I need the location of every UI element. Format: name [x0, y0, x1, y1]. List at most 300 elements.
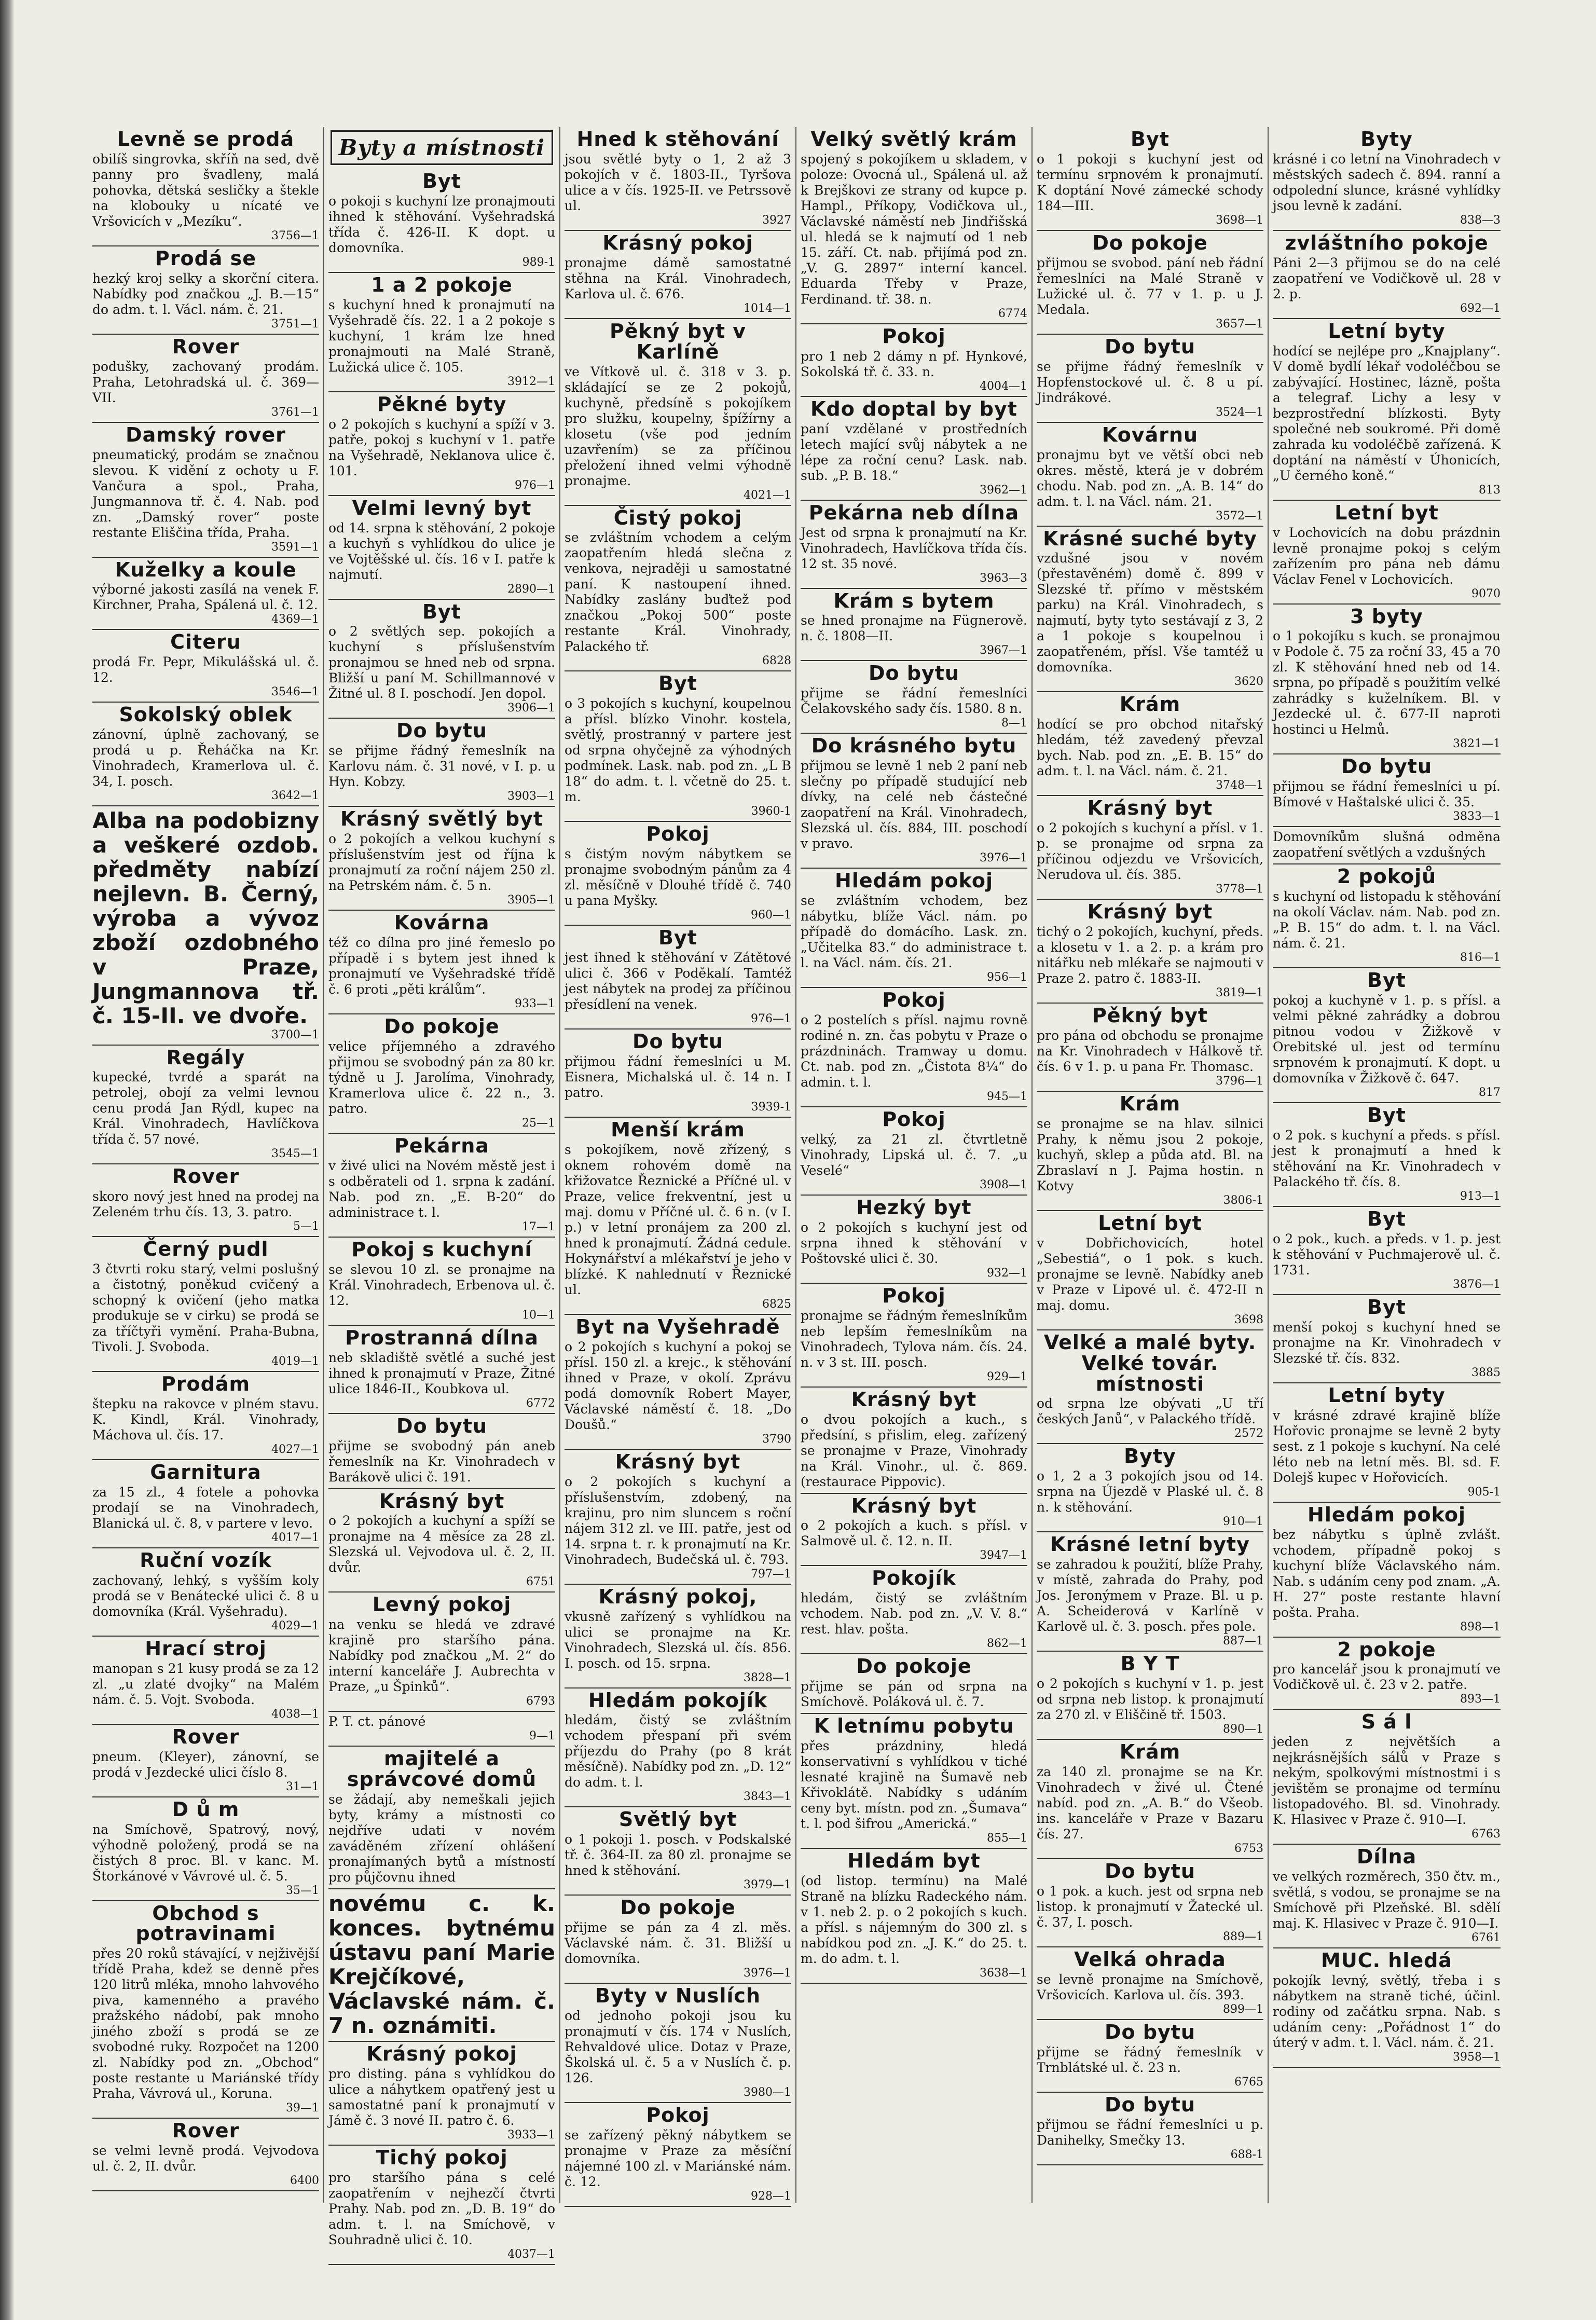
classified-ad [1037, 1859, 1263, 1947]
ad-heading: Krásný byt [379, 1489, 505, 1513]
ad-number: 3947—1 [980, 1549, 1027, 1562]
ad-number: 3927 [762, 213, 791, 227]
classified-ad [328, 1747, 555, 1889]
ad-body: pneum. (Kleyer), zánovní, se prodá v Jezdecké ulici číslo 8. [92, 1749, 319, 1780]
ad-body: se přijme řádný řemeslník na Karlovu nám. č. 31 nové, v I. p. u Hyn. Kobzy. [328, 743, 555, 790]
ad-body: tichý o 2 pokojích, kuchyní, předs. a klosetu v 1. a 2. p. a krám pro nitářku neb mlékaře se najmouti v Praze 2. patro č. 1883-II. [1037, 924, 1263, 986]
ad-body: pro staršího pána s celé zaopatřením v nejhezčí čtvrti Prahy. Nab. pod zn. „D. B. 19“ do adm. t. l. na Smíchově, v Souhradně ulici č. 10. [328, 2170, 555, 2248]
classified-ad [801, 1566, 1027, 1654]
ad-heading: Byt [1367, 969, 1406, 992]
ad-heading: Čistý pokoj [613, 506, 742, 529]
ad-heading: Hned k stěhování [576, 128, 779, 150]
ad-body: se zařízený pěkný nábytkem se pronajme v Praze za měsíční nájemné 100 zl. v Mariánské nám. č. 12. [565, 2127, 791, 2190]
ad-number: 4029—1 [271, 1619, 319, 1632]
ad-heading: Do pokoje [384, 1015, 500, 1038]
ad-number: 3698—1 [1216, 213, 1263, 227]
ad-heading: Krásný pokoj [366, 2042, 517, 2066]
ad-body: menší pokoj s kuchyní hned se pronajme na Kr. Vinohradech v Slezské tř. čís. 832. [1273, 1319, 1501, 1366]
ad-heading: Do pokoje [620, 1896, 736, 1919]
ad-body: pro disting. pána s vyhlídkou do ulice a náhytkem opatřený jest u samostatné paní k pronajmutí v Jámě č. 3 nové II. patro č. 6. [328, 2066, 555, 2129]
classified-ad [1037, 1211, 1263, 1330]
ad-body: od 14. srpna k stěhování, 2 pokoje a kuchyň s vyhlídkou do ulice je ve Vojtěšské ul. čís. 16 v I. patře k najmutí. [328, 520, 555, 582]
ad-number: 10—1 [522, 1308, 555, 1322]
ad-body: (od listop. termínu) na Malé Straně na blízku Radeckého nám. v 1. neb 2. p. o 2 pokojích s kuch. a přísl. s nájemným do 300 zl. s nabídkou pod zn. „J. K.“ do 25. t. m. do adm. t. l. [801, 1873, 1027, 1967]
ad-body: o 2 pok., kuch. a předs. v 1. p. jest k stěhování v Puchmajerově ul. č. 1731. [1273, 1231, 1501, 1278]
ad-heading: Byty [1124, 1445, 1176, 1468]
ad-body: v živé ulici na Novém městě jest i s odběrateli od 1. srpna k zadání. Nab. pod zn. „E. B-20“ do administrace t. l. [328, 1158, 555, 1220]
ad-number: 3843—1 [744, 1790, 791, 1804]
ad-heading: Byt [1367, 1104, 1406, 1127]
ad-body: o 2 světlých sep. pokojích a kuchyní s příslušenstvím pronajmou se hned neb od srpna. Bližší u paní M. Schillmannové v Žitné ul. 8 I. poschodí. Jen dopol. [328, 624, 555, 702]
ad-number: 6400 [290, 2174, 319, 2188]
ad-column [560, 127, 796, 2203]
ad-body: ve velkých rozměrech, 350 čtv. m., světlá, s vodou, se pronajme se na Smíchově při Plzeňské. Bl. sdělí maj. K. Hlasivec v Praze č. 910—I. [1273, 1869, 1501, 1931]
ad-number: 3756—1 [271, 229, 319, 242]
classified-ad [565, 1896, 791, 1984]
section-rubric: Byty a místnosti [331, 130, 553, 165]
ad-number: 890—1 [1223, 1723, 1263, 1736]
ad-body: o 2 pokojích s kuchyní a spíží v 3. patře, pokoj s kuchyní v 1. patře na Vyšehradě, Neklanova ulice č. 101. [328, 416, 555, 478]
ad-number: 3700—1 [271, 1028, 319, 1041]
ad-body: o 1, 2 a 3 pokojích jsou od 14. srpna na Újezdě v Plaské ul. č. 8 n. k stěhování. [1037, 1468, 1263, 1515]
classified-ad [801, 1654, 1027, 1714]
ad-body: s pokojíkem, nově zřízený, s oknem rohovém domě na křižovatce Řeznické a Příčné ul. v Praze, velice frekventní, jest u maj. domu v Příčné ul. č. 6 n. (v I. p.) v letní pronájem za 200 zl. hned k pronajmutí. Žádná cedule. Hokynářství a mlékařství je jeho v blízké. K nahlednutí v Řeznické ul. [565, 1142, 791, 1297]
ad-number: 4038—1 [271, 1707, 319, 1721]
classified-ad [1037, 1652, 1263, 1740]
classified-ad [328, 600, 555, 719]
ad-body: skoro nový jest hned na prodej na Zeleném trhu čís. 13, 3. patro. [92, 1189, 319, 1220]
classified-ad [328, 1238, 555, 1326]
classified-ad [801, 988, 1027, 1107]
ad-body: prodá Fr. Pepr, Mikulášská ul. č. 12. [92, 654, 319, 685]
ad-body: pro 1 neb 2 dámy n pf. Hynkové, Sokolská tř. č. 33. n. [801, 348, 1027, 379]
ad-number: 2890—1 [507, 582, 555, 596]
ad-number: 932—1 [987, 1266, 1027, 1280]
ad-number: 4037—1 [507, 2248, 555, 2261]
classified-ad [801, 1284, 1027, 1388]
ad-body: přes prázdniny, hledá konservativní s vyhlídkou v tiché lesnaté krajině na Šumavě neb Křivoklátě. Nabídky s udáním ceny byt. místn. pod zn. „Šumava“ t. l. pod šifrou „Americká.“ [801, 1738, 1027, 1832]
classified-ad [1037, 692, 1263, 796]
classified-ad [801, 324, 1027, 397]
ad-heading: majitelé a správcové domů [347, 1747, 537, 1791]
ad-heading: Krám [1119, 693, 1181, 716]
ad-body: vkusně zařízený s vyhlídkou na ulici se pronajme na Kr. Vinohradech, Slezská ul. čís. 856. I. posch. od 15. srpna. [565, 1609, 791, 1671]
ad-number: 31—1 [286, 1780, 319, 1793]
ad-body: vzdušné jsou v novém (přestavěném) domě č. 899 v Slezské tř. přímo v městském parku) na Král. Vinohradech, s najmutí, byty tyto sestávají z 3, 2 a 1 pokoje s koupelnou i zaopatřeném, přísl. Vše tamtéž u domovníka. [1037, 551, 1263, 675]
ad-body: o 2 pokojích s kuchyní v 1. p. jest od srpna neb listop. k pronajmutí za 270 zl. v Eliščině tř. 1503. [1037, 1676, 1263, 1723]
ad-number: 3796—1 [1216, 1075, 1263, 1088]
classified-ad [1273, 1710, 1501, 1845]
ad-number: 855—1 [987, 1832, 1027, 1845]
ad-number: 4027—1 [271, 1443, 319, 1457]
ad-body: hledám, čistý se zvláštním vchodem přespaní při svém příjezdu do Prahy (po 8 krát měsíčně). Nabídky pod zn. „D. 12“ do adm. t. l. [565, 1712, 791, 1790]
ad-heading: Krám [1119, 1092, 1181, 1116]
ad-body: o pokoji s kuchyní lze pronajmouti ihned k stěhování. Vyšehradská třída č. 426-II. K dopt. u domovníka. [328, 193, 555, 255]
ad-heading: Krásný byt [851, 1388, 977, 1411]
ad-body: o 2 pokojích a kuchyní a spíží se pronajme na 4 měsíce za 28 zl. Slezská ul. Vejvodova ul. č. 2, II. dvůr. [328, 1513, 555, 1575]
ad-heading: Do bytu [1341, 755, 1433, 778]
ad-body: o 1 pok. a kuch. jest od srpna neb listop. k pronajmutí v Žatecké ul. č. 37, I. posch. [1037, 1883, 1263, 1930]
classified-ad [565, 822, 791, 926]
ad-number: 3903—1 [507, 790, 555, 803]
ad-number: 6793 [526, 1695, 555, 1708]
classified-ad [801, 589, 1027, 662]
ad-body: velice příjemného a zdravého přijmou se svobodný pán za 80 kr. týdně u J. Jarolíma, Vinohrady, Kramerlova ulice č. 22 n., 3. patro. [328, 1039, 555, 1117]
classified-ad [1273, 1638, 1501, 1710]
ad-body: s čistým novým nábytkem se pronajme svobodným pánům za 4 zl. měsíčně v Dlouhé třídě č. 740 u pana Myšky. [565, 846, 791, 909]
ad-heading: Byty [1360, 128, 1413, 150]
classified-ad [92, 246, 319, 335]
ad-heading: Velmi levný byt [352, 496, 532, 519]
ad-body: krásné i co letní na Vinohradech v městských sadech č. 894. ranní a odpolední slunce, krásné vyhlídky jsou levně k zadání. [1273, 151, 1501, 213]
classified-ad [1037, 1444, 1263, 1532]
classified-ad [328, 1489, 555, 1593]
ad-heading: Pěkný byt v Karlíně [609, 319, 747, 363]
ad-body: podušky, zachovaný prodám. Praha, Letohradská ul. č. 369—VII. [92, 359, 319, 405]
classified-ad [565, 1585, 791, 1688]
ad-number: 3933—1 [507, 2129, 555, 2142]
ad-number: 3546—1 [271, 685, 319, 699]
ad-number: 3912—1 [507, 375, 555, 388]
ad-heading: Pokoj [882, 989, 946, 1012]
ad-number: 3620 [1234, 675, 1263, 689]
ad-body: o 2 pokojích s kuchyní a přísl. v 1. p. se pronajme od srpna za příčinou odjezdu ve Vršovicích, Nerudova ul. čís. 385. [1037, 820, 1263, 883]
classified-ad [92, 806, 319, 1045]
ad-body: paní vzdělané v prostředních letech mající svůj nábytek a ne lépe za roční cenu? Lask. nab. sub. „P. B. 18.“ [801, 421, 1027, 483]
ad-heading: Pokoj [882, 1108, 946, 1131]
ad-number: 816—1 [1460, 951, 1501, 965]
ad-heading: Do bytu [1104, 2093, 1196, 2116]
ad-number: 3698 [1234, 1313, 1263, 1326]
ad-heading: Byt [658, 672, 697, 695]
ad-body: v Dobřichovicích, hotel „Sebestiá“, o 1 pok. s kuch. pronajme se levně. Nabídky aneb v Praze v Lipové ul. č. 472-II n maj. domu. [1037, 1235, 1263, 1313]
ad-number: 3980—1 [744, 2086, 791, 2099]
classified-ad [1273, 605, 1501, 755]
ad-number: 838—3 [1460, 213, 1501, 227]
ad-body: na venku se hledá ve zdravé krajině pro staršího pána. Nabídky pod značkou „M. 2“ do interní kanceláře J. Aubrechta v Praze, „u Špinků“. [328, 1617, 555, 1695]
ad-number: 3657—1 [1216, 317, 1263, 331]
ad-number: 9070 [1471, 587, 1501, 600]
classified-ad [328, 911, 555, 1014]
ad-heading: Velké a malé byty. Velké továr. místnosti [1043, 1330, 1257, 1395]
ad-number: 928—1 [751, 2190, 791, 2203]
classified-ad [565, 926, 791, 1029]
ad-body: přijme se řádní řemeslníci Čelakovského sady čís. 1580. 8 n. [801, 685, 1027, 717]
classified-ad [1037, 231, 1263, 335]
classified-ad [1037, 127, 1263, 231]
ad-number: 688-1 [1230, 2148, 1263, 2161]
classified-ad [801, 501, 1027, 589]
ad-number: 3761—1 [271, 405, 319, 419]
ad-body: pokoj a kuchyně v 1. p. s přísl. a velmi pěkné zahrádky a dobrou pitnou vodou v Žižkově v Orebitské ul. jest od termínu srpnovém k pronajmutí. K dopt. u domovníka v Žižkově č. 647. [1273, 993, 1501, 1086]
classified-ad [328, 2042, 555, 2146]
ad-heading: B Y T [1120, 1652, 1180, 1676]
ad-body: přes 20 roků stávající, v nejživější třídě Praha, kdež se denně přes 120 litrů mléka, mnoho lahvového piva, kamenného a pravého pražského nádobí, pak mnoho jiného zboží s prodá se ze svobodné ruky. Rozpočet na 1200 zl. Nabídky pod zn. „Obchod“ poste restante u Mariánské třídy Praha, Vávrová ul., Koruna. [92, 1946, 319, 2102]
ad-heading: S á l [1361, 1710, 1412, 1734]
classified-ad [801, 1107, 1027, 1196]
ad-number: 3908—1 [980, 1178, 1027, 1191]
ad-body: o 1 pokoji s kuchyní jest od termínu srpnovém k pronajmutí. K doptání Nové zámecké schody 184—III. [1037, 151, 1263, 213]
ad-body: ve Vítkově ul. č. 318 v 3. p. skládající se ze 2 pokojů, kuchyně, předsíně s pokojíkem pro služku, koupelny, špížírny a klosetu (vše pod jedním uzavřením) se za příčinou přeložení ihned velmi výhodně pronajme. [565, 364, 791, 488]
ad-number: 3591—1 [271, 540, 319, 554]
ad-body: s kuchyní hned k pronajmutí na Vyšehradě čís. 22. 1 a 2 pokoje s kuchyní, 1 krám lze hned pronajmouti na Malé Straně, Lužická ulice č. 105. [328, 297, 555, 375]
ad-heading: Byt [1367, 1207, 1406, 1231]
classified-ad [92, 1372, 319, 1460]
classified-ad [565, 319, 791, 506]
classified-ad [1273, 968, 1501, 1103]
ad-number: 9—1 [529, 1729, 555, 1743]
ad-heading: zvláštního pokoje [1285, 231, 1489, 254]
ad-heading: Černý pudl [143, 1238, 269, 1261]
ad-number: 905-1 [1467, 1485, 1501, 1499]
classified-ad [565, 1029, 791, 1118]
ad-body: se zahradou k použití, blíže Prahy, v místě, zahrada do Prahy, pod Jos. Jeronýmem v Praze. Bl. u p. A. Scheiderová v Karlíně v Karlově ul. č. 3. posch. přes pole. [1037, 1557, 1263, 1635]
ad-number: 4019—1 [271, 1355, 319, 1368]
classified-ad [1037, 796, 1263, 900]
ad-heading: Byt na Vyšehradě [575, 1315, 780, 1338]
ad-body: jsou světlé byty o 1, 2 až 3 pokojích v č. 1803-II., Tyršova ulice a v čís. 1925-II. ve Petrssově ul. [565, 151, 791, 213]
ad-number: 3976—1 [980, 852, 1027, 865]
ad-number: 4004—1 [980, 379, 1027, 393]
ad-heading: Velká ohrada [1074, 1947, 1226, 1971]
ad-body: o dvou pokojích a kuch., s předsíní, s přislim, eleg. zařízený se pronajme v Praze, Vinohrady na Král. Vinohr., ul. č. 869. (restaurace Pippovic). [801, 1411, 1027, 1489]
ad-heading: Letní byt [1334, 501, 1439, 524]
ad-body: se zvláštním vchodem, bez nábytku, blíže Václ. nám. po případě do domácího. Lask. zn. „Učitelka 83.“ do administrace t. l. na Václ. nám. čís. 21. [801, 893, 1027, 971]
ad-number: 39—1 [286, 2102, 319, 2115]
classified-ad [1273, 1503, 1501, 1638]
classified-ad [1037, 1330, 1263, 1445]
ad-heading: Do pokoje [1092, 231, 1208, 254]
classified-ad [1273, 319, 1501, 501]
ad-body: P. T. ct. pánové [328, 1714, 426, 1729]
classified-ad [565, 1315, 791, 1450]
ad-column [1033, 127, 1269, 2203]
ad-number: 3642—1 [271, 789, 319, 803]
classified-ad [1037, 1740, 1263, 1859]
ad-heading: 3 byty [1350, 605, 1423, 628]
ad-heading: Dílna [1356, 1845, 1417, 1869]
ad-number: 3939-1 [751, 1101, 791, 1114]
ad-body: přijme se pán od srpna na Smíchově. Poláková ul. č. 7. [801, 1679, 1027, 1710]
classified-ad [1273, 1383, 1501, 1503]
classified-ad [801, 397, 1027, 501]
ad-number: 929—1 [987, 1370, 1027, 1383]
ad-heading: Krásné letní byty [1050, 1533, 1250, 1556]
ad-heading: Byt [422, 600, 461, 623]
classified-ad [1037, 2093, 1263, 2165]
classified-ad [92, 1901, 319, 2119]
ad-heading: Kuželky a koule [115, 558, 297, 581]
ad-heading: Byt [658, 926, 697, 950]
ad-body: neb skladiště světlé a suché jest ihned k pronajmutí v Praze, Žitné ulice 1846-II., Koubkova ul. [328, 1350, 555, 1396]
ad-body: Domovníkům slušná odměna zaopatření světlých a vzdušných [1273, 829, 1501, 860]
ad-body: na Smíchově, Spatrový, nový, výhodně položený, prodá se na čistých 8 proc. Bl. v kanc. M. Štorkánové v Vávrové ul. č. 5. [92, 1821, 319, 1884]
ad-number: 35—1 [286, 1884, 319, 1897]
ad-number: 17—1 [522, 1220, 555, 1233]
classified-ad [1273, 231, 1501, 319]
ad-body: přijmou se řádní řemeslníci u p. Danihelky, Smečky 13. [1037, 2117, 1263, 2148]
classified-ad [92, 335, 319, 423]
classified-ad [801, 1196, 1027, 1284]
ad-number: 913—1 [1460, 1190, 1501, 1203]
ad-number: 8—1 [1001, 717, 1027, 730]
ad-number: 3748—1 [1216, 779, 1263, 792]
classified-ad [1273, 1207, 1501, 1295]
classified-ad [328, 273, 555, 392]
ad-heading: Byt [1367, 1295, 1406, 1319]
ad-heading: Byty v Nuslích [595, 1984, 761, 2008]
classified-ad [328, 807, 555, 911]
ad-body: pronajme dámě samostatné stěhna na Král. Vinohradech, Karlova ul. č. 676. [565, 255, 791, 301]
classified-ad [1037, 1947, 1263, 2020]
ad-heading: Do bytu [396, 719, 488, 743]
ad-body: též co dílna pro jiné řemeslo po případě i s bytem jest ihned k pronajmutí ve Vyšehradské třídě č. 6 proti „pěti králům“. [328, 935, 555, 997]
ad-number: 945—1 [987, 1090, 1027, 1104]
classified-ad [328, 169, 555, 273]
ad-number: 6765 [1234, 2075, 1263, 2089]
classified-ad [92, 1725, 319, 1797]
ad-heading: Rover [172, 1725, 240, 1748]
ad-column [88, 127, 324, 2203]
ad-number: 4017—1 [271, 1531, 319, 1544]
classified-ad [328, 1326, 555, 1414]
ad-heading: Krásný byt [1087, 797, 1213, 820]
ad-heading: Tichý pokoj [376, 2146, 508, 2170]
ad-heading: Pokoj [646, 2104, 710, 2127]
classified-ad [328, 1014, 555, 1134]
ad-heading: Krásné suché byty [1043, 527, 1257, 550]
ad-body: kupecké, tvrdé a sparát na petrolej, obojí za velmi levnou cenu prodá Jan Rýdl, kupec na Král. Vinohradech, Havlíčkova třída č. 57 nové. [92, 1069, 319, 1147]
ad-number: 3806-1 [1223, 1193, 1263, 1207]
ad-number: 989-1 [522, 255, 555, 269]
ad-heading: Levně se prodá [117, 128, 295, 150]
ad-heading: Krásný byt [851, 1494, 977, 1517]
ad-number: 898—1 [1460, 1620, 1501, 1633]
classified-ad [801, 127, 1027, 324]
classified-ad [801, 661, 1027, 734]
ad-number: 3976—1 [744, 1967, 791, 1980]
ad-number: 956—1 [987, 971, 1027, 984]
ad-number: 3819—1 [1216, 986, 1263, 1000]
ad-number: 862—1 [987, 1637, 1027, 1651]
ad-heading: Rover [172, 1165, 240, 1188]
ad-heading: Do bytu [1104, 1860, 1196, 1883]
ad-heading: Letní byt [1098, 1211, 1202, 1234]
ad-body: štepku na rakovce v plném stavu. K. Kindl, Král. Vinohrady, Máchova ul. čís. 17. [92, 1396, 319, 1443]
ad-heading: Hledám pokoj [835, 869, 993, 893]
ad-number: 817 [1479, 1086, 1501, 1100]
ad-heading: Byt [422, 170, 461, 193]
ad-number: 3828—1 [744, 1671, 791, 1684]
ad-body: zánovní, úplně zachovaný, se prodá u p. Řeháčka na Kr. Vinohradech, Kramerlova ul. č. 34, I. posch. [92, 727, 319, 789]
ad-heading: Levný pokoj [372, 1593, 512, 1616]
ad-heading: Sokolský oblek [119, 703, 293, 726]
ad-body: se žádají, aby nemeškali jejich byty, krámy a místnosti co nejdříve udati v novém zaváděném zřízení ohlášení pronajímaných bytů a místností pro půjčovnu ihned [328, 1792, 555, 1885]
classified-ad [565, 1118, 791, 1315]
ad-body: o 2 pokojích s kuchyní jest od srpna ihned k stěhování v Poštovské ulici č. 30. [801, 1219, 1027, 1266]
ad-body: pro kancelář jsou k pronajmutí ve Vodičkově ul. č. 23 v 2. patře. [1273, 1662, 1501, 1693]
ad-body: jeden z největších a nejkrásnějších sálů v Praze s nekým, spolkovými místnostmi i s jevištěm se pronajme od termínu listopadového. Bl. sd. Vinohrady. K. Hlasivec v Praze č. 910—I. [1273, 1734, 1501, 1828]
ad-number: 3979—1 [744, 1878, 791, 1892]
classified-ad [328, 2146, 555, 2265]
classified-ad [92, 1637, 319, 1725]
ad-number: 25—1 [522, 1117, 555, 1130]
ad-number: 976—1 [515, 478, 555, 492]
ad-number: 3545—1 [271, 1147, 319, 1161]
ad-heading: Pokoj [882, 1284, 946, 1307]
ad-heading: Hledám pokoj [1308, 1503, 1466, 1526]
classified-ad [328, 1593, 555, 1712]
ad-number: 1014—1 [744, 301, 791, 315]
ad-body: hodící se nejlépe pro „Knajplany“. V domě bydlí lékař vodoléčbou se zabývající. Hostinec, lázně, pošta a telegraf. Lichy a lesy v bezprostřední blízkosti. Byty společné neb soukromé. Při domě zahrada ku vodoléčbě zařízená. K doptání na náměstí v Úhonicích, „U černého koně.“ [1273, 343, 1501, 483]
ad-heading: Obchod s potravinami [135, 1901, 276, 1945]
ad-body: přijme se pán za 4 zl. měs. Václavské nám. č. 31. Bližší u domovníka. [565, 1920, 791, 1967]
ad-heading: Pěkné byty [377, 392, 507, 416]
ad-heading: Do krásného bytu [811, 734, 1017, 758]
ad-body: hodící se pro obchod nitařský hledám, též zavedený převzal bych. Nab. pod zn. „E. B. 15“ do adm. t. l. na Václ. nám. č. 21. [1037, 717, 1263, 779]
ad-heading: 2 pokojů [1337, 865, 1437, 888]
ad-heading: Velký světlý krám [810, 128, 1017, 150]
ad-body: o 2 pok. s kuchyní a předs. s přísl. jest k pronajmutí a hned k stěhování na Kr. Vinohradech v Palackého tř. čís. 8. [1273, 1128, 1501, 1190]
ad-heading: Citeru [170, 630, 241, 654]
ad-heading: Krásný byt [1087, 900, 1213, 924]
ad-heading: Kdo doptal by byt [810, 397, 1017, 420]
classified-ad [1273, 864, 1501, 968]
ad-column [324, 127, 560, 2261]
classified-ad [1273, 1295, 1501, 1383]
ad-number: 2572 [1234, 1427, 1263, 1440]
ad-body: hezký kroj selky a skorční citera. Nabídky pod značkou „J. B.—15“ do adm. t. l. Václ. nám. č. 21. [92, 270, 319, 317]
ad-body: pokojík levný, světlý, třeba i s nábytkem na straně tiché, účinl. rodiny od začátku srpna. Nab. s udáním ceny: „Pořádnost 1“ do úterý v adm. t. l. Václ. nám. č. 21. [1273, 1973, 1501, 2051]
ad-number: 3790 [762, 1432, 791, 1446]
ad-body: obilíš singrovka, skříň na sed, dvě panny pro švadleny, malá pohovka, dětská sesličky a štekle na klobouky u nícaté ve Vršovicích v „Mezíku“. [92, 151, 319, 229]
classified-ad [801, 1714, 1027, 1849]
classified-ad [328, 392, 555, 496]
ad-heading: Pokojík [872, 1567, 956, 1590]
classified-ad [1273, 501, 1501, 605]
classified-ad [1037, 1532, 1263, 1652]
classified-ad [328, 1414, 555, 1489]
classified-ad [1037, 335, 1263, 423]
ad-heading: 1 a 2 pokoje [371, 273, 513, 296]
ad-heading: Kovárnu [1102, 423, 1199, 446]
classified-ad [92, 1237, 319, 1372]
ad-body: pronajme se řádným řemeslníkům neb lepším řemeslníkům na Vinohradech, Tylova nám. čís. 24. n. v 3 st. III. posch. [801, 1308, 1027, 1370]
ad-body: 3 čtvrti roku starý, velmi poslušný a čistotný, poněkud cvičený a schopný k ovičení (jeho matka produkuje se v cirku) se prodá se za tříčtyři vymění. Praha-Bubna, Tivoli. J. Svoboda. [92, 1261, 319, 1355]
ad-number: 3958—1 [1453, 2051, 1501, 2064]
ad-body: přijme se svobodný pán aneb řemeslník na Kr. Vinohradech v Barákově ulici č. 191. [328, 1438, 555, 1485]
classified-ad [565, 671, 791, 822]
ad-number: 6828 [762, 654, 791, 668]
ad-body: přijmou řádní řemeslníci u M. Eisnera, Michalská ul. č. 14 n. I patro. [565, 1054, 791, 1101]
classified-ad [92, 1046, 319, 1165]
classified-ad [801, 734, 1027, 869]
ad-number: 6753 [1234, 1842, 1263, 1856]
ad-number: 3885 [1471, 1366, 1501, 1379]
ad-heading: Pokoj [882, 324, 946, 348]
classified-ad [1273, 1845, 1501, 1948]
ad-body: se hned pronajme na Fügnerově. n. č. 1808—II. [801, 613, 1027, 644]
ad-heading: K letnímu pobytu [814, 1714, 1014, 1738]
ad-number: 3524—1 [1216, 405, 1263, 419]
ad-body: o 3 pokojích s kuchyní, koupelnou a přísl. blízko Vinohr. kostela, světlý, prostranný v partere jest od srpna ohyčejně za výhodných podmínek. Lask. nab. pod zn. „L B 18“ do adm. t. l. včetně do 25. t. m. [565, 696, 791, 805]
ad-heading: Prostranná dílna [345, 1326, 539, 1349]
classified-ad [565, 1807, 791, 1896]
ad-heading: Do pokoje [856, 1655, 972, 1678]
ad-column [1269, 127, 1505, 2203]
ad-heading: MUC. hledá [1321, 1949, 1452, 1972]
classified-ad [565, 127, 791, 231]
